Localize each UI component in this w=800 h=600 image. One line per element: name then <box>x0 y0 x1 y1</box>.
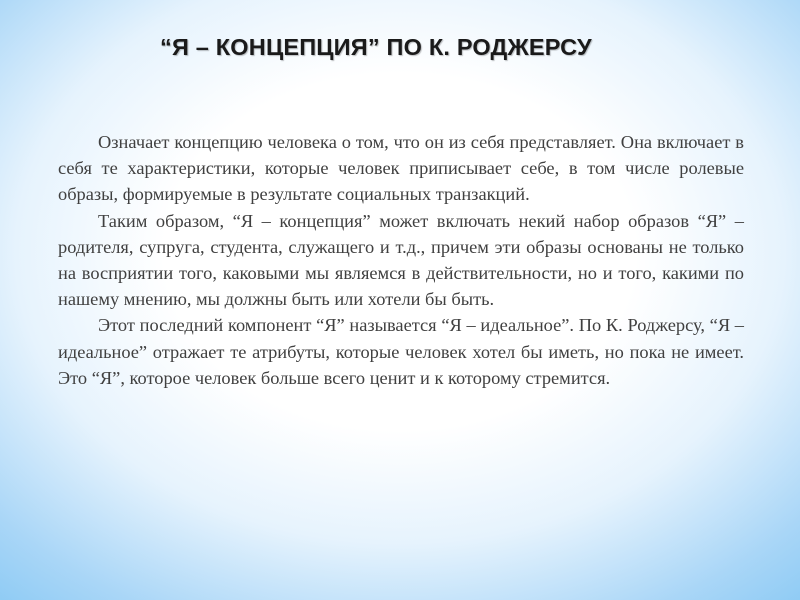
slide-body <box>58 129 744 391</box>
paragraph-definition: Означает концепцию человека о том, что он из себя представляет. Она включает в себя те характеристики, которые человек приписывает себе, в том числе ролевые образы, формируемые в результате социальных транзакций. <box>58 132 744 205</box>
slide-title: “Я – КОНЦЕПЦИЯ” ПО К. РОДЖЕРСУ <box>160 34 592 60</box>
paragraph-ideal-self: Этот последний компонент “Я” называется “Я – идеальное”. По К. Роджерсу, “Я – идеальное” отражает те атрибуты, которые человек хотел бы иметь, но пока не имеет. Это “Я”, которое человек больше всего ценит и к которому стремится. <box>58 315 744 388</box>
paragraph-self-images: Таким образом, “Я – концепция” может включать некий набор образов “Я” – родителя, супруга, студента, служащего и т.д., причем эти образы основаны не только на восприятии того, каковыми мы являемся в действительности, но и того, какими по нашему мнению, мы должны быть или хотели бы быть. <box>58 210 744 310</box>
